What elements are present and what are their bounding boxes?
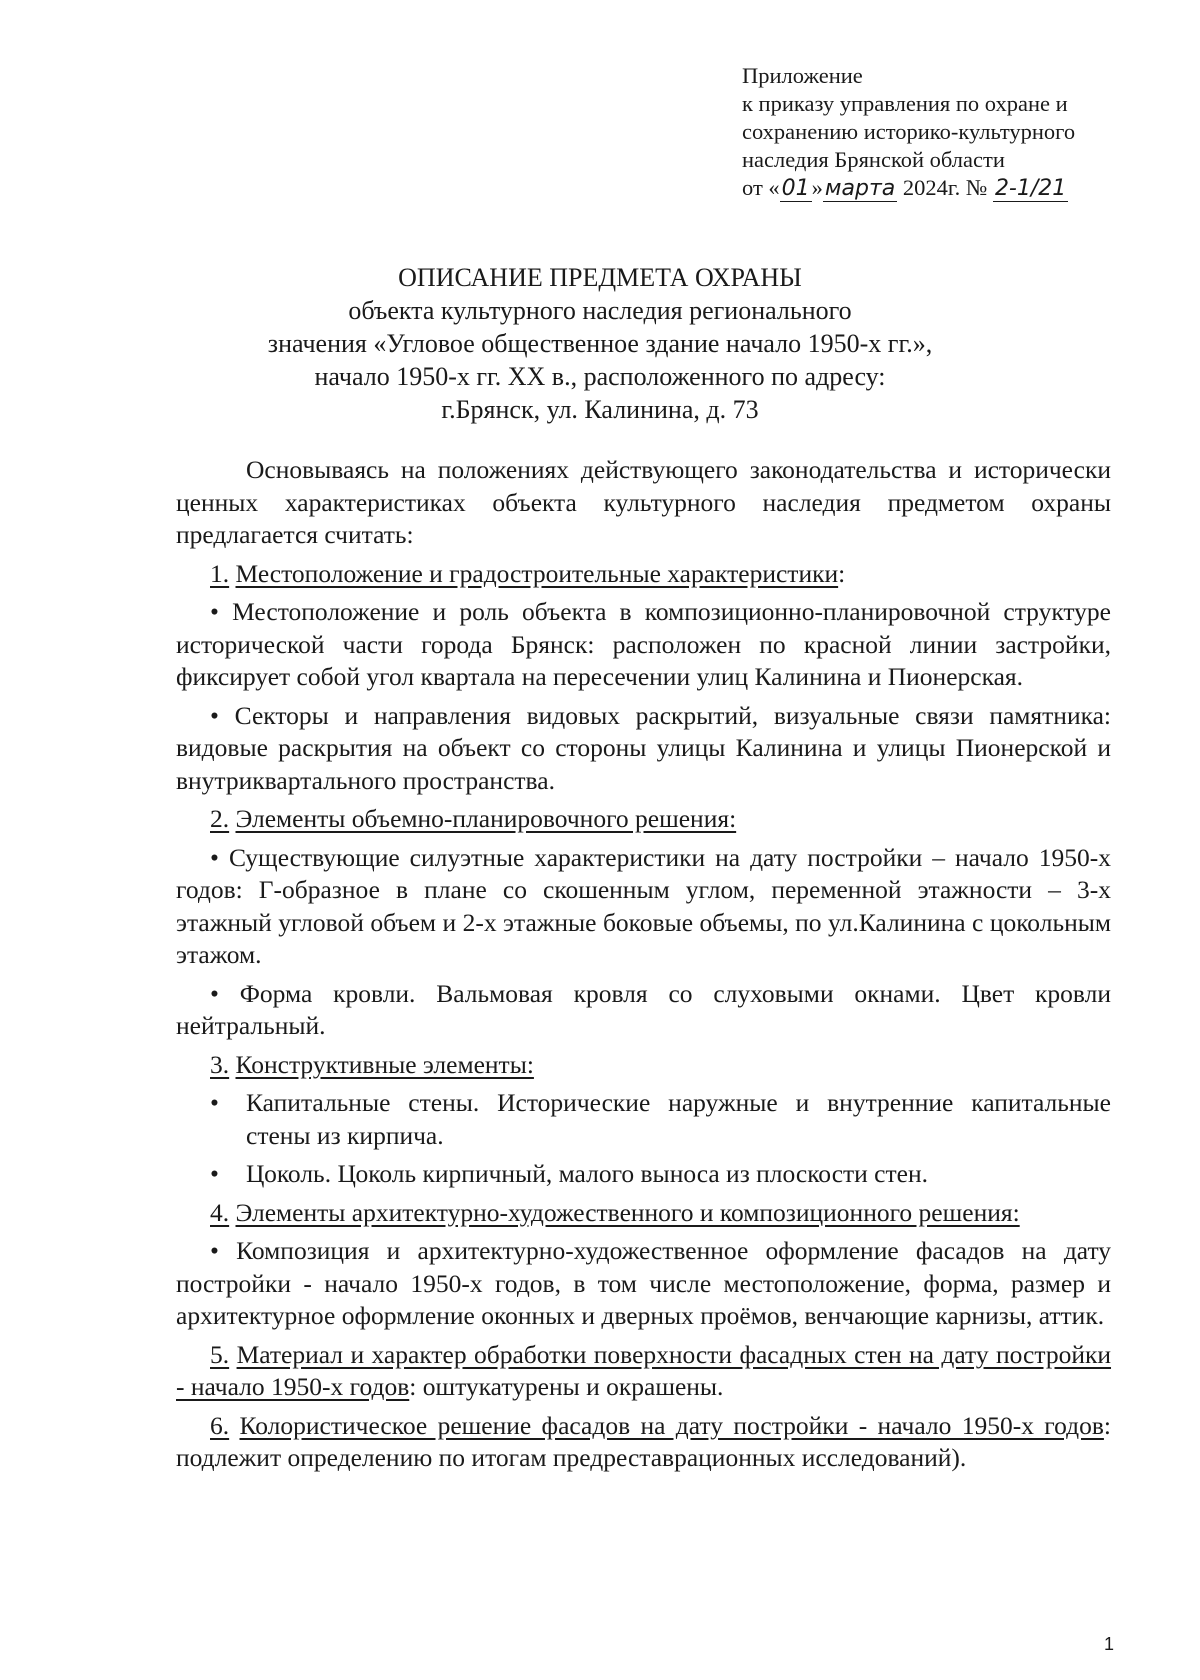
section-title: Материал и характер обработки поверхности фасадных стен на дату постройки - начало 1950-х годов — [176, 1339, 1112, 1401]
date-prefix: от « — [742, 175, 780, 200]
title-line: г.Брянск, ул. Калинина, д. 73 — [441, 395, 759, 424]
bullet-icon: • — [210, 1159, 219, 1188]
number-label: № — [965, 175, 988, 200]
title-line: ОПИСАНИЕ ПРЕДМЕТА ОХРАНЫ — [398, 263, 802, 292]
list-item-text: Секторы и направления видовых раскрытий, визуальные связи памятника: видовые раскрытия на объект со стороны улицы Калинина и улицы Пионерской и внутриквартального пространства. — [176, 700, 1111, 795]
document-title — [200, 261, 1000, 426]
list-item — [176, 842, 1111, 972]
section-number: 5. — [210, 1339, 230, 1369]
list-item — [176, 1235, 1111, 1333]
section-title: Колористическое решение фасадов на дату постройки - начало 1950-х годов — [239, 1410, 1104, 1440]
annex-line: Приложение — [742, 63, 863, 88]
annex-line: наследия Брянской области — [742, 147, 1005, 172]
section-title: Конструктивные элементы: — [235, 1049, 534, 1079]
annex-date-line — [742, 174, 1162, 202]
handwritten-day: 01 — [781, 176, 810, 201]
list-item-text: Существующие силуэтные характеристики на дату постройки – начало 1950-х годов: Г-образное в плане со скошенным углом, переменной этажности – 3-х этажный угловой объем и 2-х этажные боковые объемы, по ул.Калинина с цокольным этажом. — [176, 842, 1111, 969]
title-line: начало 1950-х гг. XX в., расположенного по адресу: — [314, 362, 886, 391]
section-title: Элементы объемно-планировочного решения: — [235, 804, 737, 833]
title-line: значения «Угловое общественное здание начало 1950-х гг.», — [267, 329, 933, 358]
page-number: 1 — [1103, 1634, 1114, 1654]
bullet-icon: • — [210, 700, 219, 730]
intro-paragraph: Основываясь на положениях действующего законодательства и исторически ценных характеристиках объекта культурного наследия предметом охраны предлагается считать: — [176, 455, 1111, 549]
section-text: : подлежит определению по итогам предреставрационных исследований). — [176, 1410, 1112, 1472]
list-item-text: Композиция и архитектурно-художественное оформление фасадов на дату постройки - начало 1950-х годов, в том числе местоположение, форма, размер и архитектурное оформление оконных и дверных проёмов, венчающие карнизы, аттик. — [176, 1236, 1112, 1330]
list-item-text: Капитальные стены. Исторические наружные и внутренние капитальные стены из кирпича. — [246, 1088, 1111, 1150]
list-item-text: Форма кровли. Вальмовая кровля со слуховыми окнами. Цвет кровли нейтральный. — [176, 978, 1112, 1040]
section-number: 3. — [210, 1049, 230, 1079]
annex-line: сохранению историко-культурного — [742, 119, 1076, 144]
section-suffix: : — [838, 558, 846, 588]
section-heading — [176, 803, 1111, 836]
handwritten-number: 2-1/21 — [994, 176, 1067, 201]
section-heading — [176, 1197, 1111, 1230]
section-number: 6. — [210, 1410, 230, 1440]
annex-line: к приказу управления по охране и — [742, 91, 1068, 116]
bullet-icon: • — [210, 1088, 219, 1117]
section-paragraph — [176, 1410, 1111, 1475]
bullet-icon: • — [210, 597, 219, 626]
list-item-text: Цоколь. Цоколь кирпичный, малого выноса из плоскости стен. — [246, 1159, 928, 1188]
handwritten-month: марта — [824, 176, 896, 201]
annex-header — [742, 62, 1162, 202]
list-item — [176, 978, 1111, 1043]
list-item — [176, 1158, 1111, 1191]
list-item — [176, 596, 1111, 694]
section-heading — [176, 1049, 1111, 1082]
list-item — [176, 700, 1111, 798]
date-mid: » — [811, 175, 823, 200]
date-year: 2024г. — [902, 175, 961, 200]
bullet-icon: • — [210, 1236, 219, 1265]
section-paragraph — [176, 1339, 1111, 1404]
section-title: Элементы архитектурно-художественного и композиционного решения: — [235, 1197, 1020, 1227]
section-heading — [176, 558, 1111, 591]
section-number: 1. — [210, 558, 230, 588]
list-item-text: Местоположение и роль объекта в композиционно-планировочной структуре исторической части города Брянск: расположен по красной линии застройки, фиксирует собой угол квартала на пересечении улиц Калинина и Пионерская. — [176, 597, 1112, 691]
title-line: объекта культурного наследия регионального — [348, 296, 852, 325]
document-body — [176, 454, 1111, 1481]
list-item — [176, 1087, 1111, 1152]
section-title: Местоположение и градостроительные характеристики — [235, 558, 839, 588]
section-number: 4. — [210, 1197, 230, 1227]
section-text: : оштукатурены и окрашены. — [409, 1372, 724, 1401]
bullet-icon: • — [210, 978, 219, 1008]
section-number: 2. — [210, 804, 230, 833]
bullet-icon: • — [210, 842, 219, 872]
